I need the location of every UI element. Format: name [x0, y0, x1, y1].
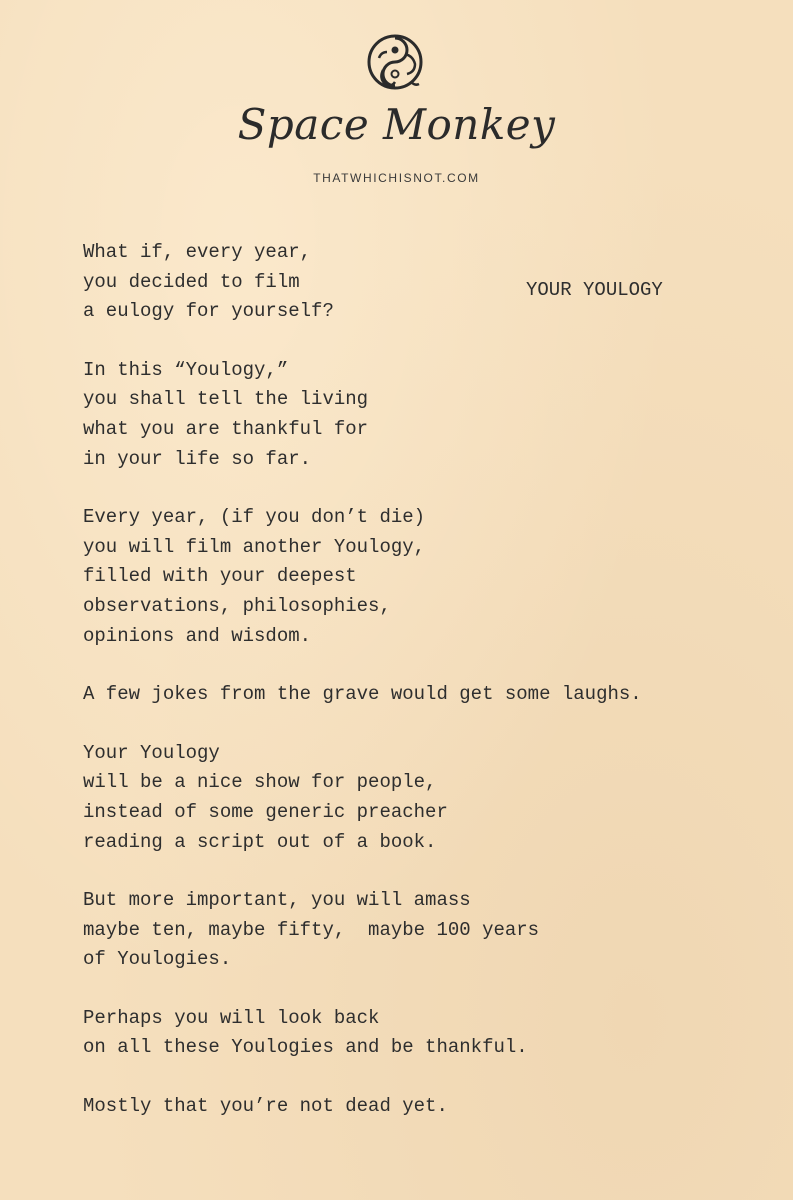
poem-line: of Youlogies.	[83, 948, 232, 971]
stanza	[83, 739, 763, 857]
poem-line: will be a nice show for people,	[83, 771, 437, 794]
stanza	[83, 1092, 763, 1122]
poem-line: you will film another Youlogy,	[83, 535, 426, 558]
poem-line: filled with your deepest	[83, 565, 357, 588]
poem-line: reading a script out of a book.	[83, 830, 437, 853]
stanza	[83, 1004, 763, 1063]
poem-line: Your Youlogy	[83, 741, 220, 764]
stanza	[83, 886, 763, 975]
poem-line: But more important, you will amass	[83, 889, 471, 912]
stanza	[83, 356, 763, 474]
poem-line: instead of some generic preacher	[83, 800, 448, 823]
stanza	[83, 238, 763, 327]
poem-line: observations, philosophies,	[83, 594, 391, 617]
poem-line: a eulogy for yourself?	[83, 300, 334, 323]
brand-name: Space Monkey	[237, 100, 556, 149]
space-monkey-logo-icon	[365, 32, 425, 94]
stanza	[83, 680, 763, 710]
poem-line: in your life so far.	[83, 447, 312, 470]
stanza	[83, 503, 763, 651]
document-title: YOUR YOULOGY	[526, 279, 663, 301]
poem-line: what you are thankful for	[83, 417, 369, 440]
poem-line: In this “Youlogy,”	[83, 358, 289, 381]
poem-line: Perhaps you will look back	[83, 1006, 380, 1029]
poem-line: Mostly that you’re not dead yet.	[83, 1095, 448, 1118]
poem-line: maybe ten, maybe fifty, maybe 100 years	[83, 918, 540, 941]
poem-line: on all these Youlogies and be thankful.	[83, 1036, 528, 1059]
poem-line: What if, every year,	[83, 241, 312, 263]
poem-line: Every year, (if you don’t die)	[83, 506, 426, 529]
poem-line: you shall tell the living	[83, 388, 369, 411]
poem-line: A few jokes from the grave would get some laughs.	[83, 683, 642, 706]
site-url: THATWHICHISNOT.COM	[313, 171, 480, 185]
poem-line: opinions and wisdom.	[83, 624, 312, 647]
poem-body	[83, 238, 763, 1151]
poem-line: you decided to film	[83, 270, 300, 293]
